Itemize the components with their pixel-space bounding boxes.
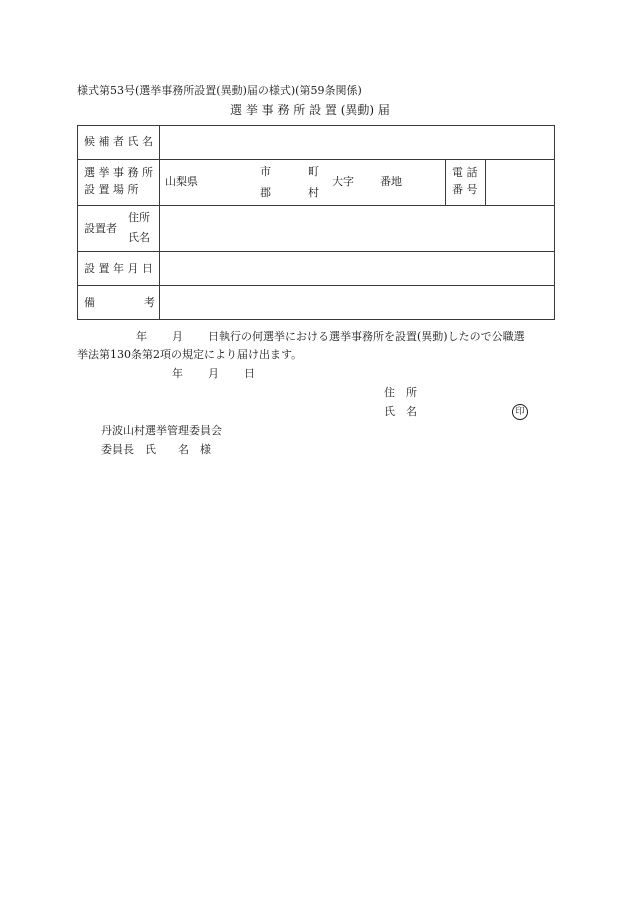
body-statement: 日執行の何選挙における選挙事務所を設置(異動)したので公職選	[208, 330, 525, 343]
recipient-chair: 委員長 氏 名 様	[101, 443, 211, 456]
document-title: 選 挙 事 務 所 設 置 (異動) 届	[230, 103, 390, 117]
date-day: 日	[244, 367, 255, 380]
body-year: 年	[136, 330, 147, 343]
office-location-label-line1: 選 挙 事 務 所	[84, 166, 153, 179]
candidate-name-label: 候 補 者 氏 名	[84, 135, 153, 148]
applicant-address-label: 住 所	[384, 386, 417, 399]
village-text: 村	[308, 186, 319, 199]
installer-field[interactable]	[162, 208, 552, 248]
aza-text: 大字	[332, 175, 354, 188]
city-text: 市	[260, 165, 271, 178]
remarks-field[interactable]	[162, 288, 552, 316]
date-year: 年	[172, 367, 183, 380]
town-text: 町	[308, 165, 319, 178]
body-month: 月	[172, 330, 183, 343]
county-text: 郡	[260, 186, 271, 199]
phone-label-line1: 電 話	[452, 166, 478, 179]
date-month: 月	[208, 367, 219, 380]
body-statement-line2: 挙法第130条第2項の規定により届け出ます。	[77, 348, 303, 361]
seal-icon: 印	[512, 404, 528, 420]
applicant-name-label: 氏 名	[384, 405, 417, 418]
setup-date-label: 設 置 年 月 日	[84, 262, 153, 275]
banchi-text: 番地	[380, 175, 402, 188]
remarks-label-char2: 考	[144, 296, 155, 309]
installer-address-label: 住所	[128, 211, 150, 224]
candidate-name-field[interactable]	[162, 128, 552, 156]
prefecture-text: 山梨県	[165, 175, 198, 188]
installer-name-label: 氏名	[128, 231, 150, 244]
office-location-label-line2: 設 置 場 所	[84, 183, 139, 196]
recipient-committee: 丹波山村選挙管理委員会	[101, 424, 222, 437]
form-number-label: 様式第53号(選挙事務所設置(異動)届の様式)(第59条関係)	[77, 84, 362, 97]
setup-date-field[interactable]	[162, 254, 552, 282]
phone-number-field[interactable]	[488, 162, 552, 202]
remarks-label-char1: 備	[84, 296, 95, 309]
installer-label: 設置者	[84, 222, 117, 235]
phone-label-line2: 番 号	[452, 183, 478, 196]
